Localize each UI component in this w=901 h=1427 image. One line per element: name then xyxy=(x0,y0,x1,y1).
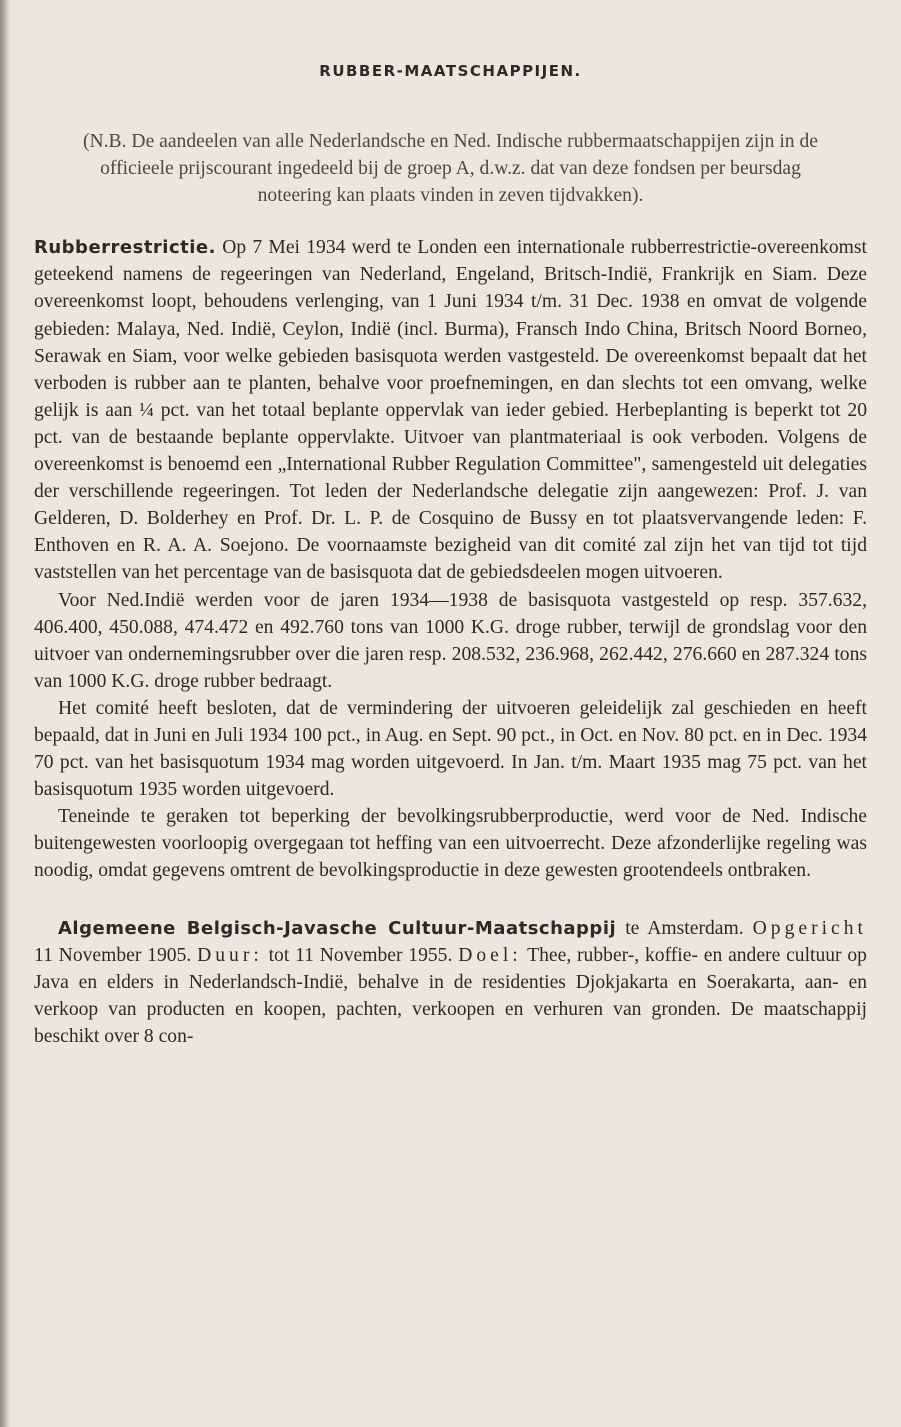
restriction-paragraph-3: Het comité heeft besloten, dat de vermindering der uitvoeren geleidelijk zal geschieden en heeft bepaald, dat in Juni en Juli 1934 100 pct., in Aug. en Sept. 90 pct., in Oct. en Nov. 80 pct. en in Dec. 1934 70 pct. van het basisquotum 1934 mag worden uitgevoerd. In Jan. t/m. Maart 1935 mag 75 pct. van het basisquotum 1935 worden uitgevoerd. xyxy=(34,697,867,801)
section-spacer xyxy=(34,885,867,915)
restriction-paragraph-1 xyxy=(34,234,867,586)
restriction-text-1: Op 7 Mei 1934 werd te Londen een internationale rubberrestrictie-overeenkomst geteekend namens de regeeringen van Nederland, Engeland, Britsch-Indië, Frankrijk en Siam. Deze overeenkomst loopt, behoudens verlenging, van 1 Juni 1934 t/m. 31 Dec. 1938 en omvat de volgende gebieden: Malaya, Ned. Indië, Ceylon, Indië (incl. Burma), Fransch Indo China, Britsch Noord Borneo, Serawak en Siam, voor welke gebieden basisquota werden vastgesteld. De overeenkomst bepaalt dat het verboden is rubber aan te planten, behalve voor proefnemingen, en dan slechts tot een omvang, welke gelijk is aan ¼ pct. van het totaal beplante oppervlak van ieder gebied. Herbeplanting is beperkt tot 20 pct. van de bestaande beplante oppervlakte. Uitvoer van plantmateriaal is ook verboden. Volgens de overeenkomst is benoemd een „International Rubber Regulation Committee", samengesteld uit delegaties der verschillende regeeringen. Tot leden der Nederlandsche delegatie zijn aangewezen: Prof. J. van Gelderen, D. Bolderhey en Prof. Dr. L. P. de Cosquino de Bussy en tot plaatsvervangende leden: F. Enthoven en R. A. A. Soejono. De voornaamste bezigheid van dit comité zal zijn het van tijd tot tijd vaststellen van het percentage van de basisquota dat de gebiedsdeelen mogen uitvoeren. xyxy=(34,237,867,584)
section-heading: RUBBER-MAATSCHAPPIJEN. xyxy=(319,62,582,80)
company-name: Algemeene Belgisch-Javasche Cultuur-Maatschappij xyxy=(58,917,617,939)
restriction-title: Rubberrestrictie. xyxy=(34,237,216,259)
company-entry xyxy=(34,915,867,1050)
founded-value: 11 November 1905. xyxy=(34,944,192,966)
duration-label: Duur: xyxy=(197,944,263,966)
page-binding-edge xyxy=(0,0,10,1427)
company-location: te Amsterdam. xyxy=(625,917,744,939)
purpose-value: Thee, rubber-, koffie- en andere cultuur op Java en elders in Nederlandsch-Indië, behalve in de residenties Djokjakarta en Soerakarta, aan- en verkoop van producten en koopen, pachten, verkoopen en verhuren van gronden. De maatschappij beschikt over 8 con- xyxy=(34,944,867,1047)
restriction-paragraph-4: Teneinde te geraken tot beperking der bevolkingsrubberproductie, werd voor de Ned. Indische buitengewesten voorloopig overgegaan tot heffing van een uitvoerrecht. Deze afzonderlijke regeling was noodig, omdat gegevens omtrent de bevolkingsproductie in deze gewesten grootendeels ontbraken. xyxy=(34,806,867,882)
page-content xyxy=(34,58,867,1050)
note-paragraph: (N.B. De aandeelen van alle Nederlandsche en Ned. Indische rubbermaatschappijen zijn in de officieele prijscourant ingedeeld bij de groep A, d.w.z. dat van deze fondsen per beursdag noteering kan plaats vinden in zeven tijdvakken). xyxy=(82,131,818,207)
restriction-paragraph-2: Voor Ned.Indië werden voor de jaren 1934—1938 de basisquota vastgesteld op resp. 357.632, 406.400, 450.088, 474.472 en 492.760 tons van 1000 K.G. droge rubber, terwijl de grondslag voor den uitvoer van ondernemingsrubber over die jaren resp. 208.532, 236.968, 262.442, 276.660 en 287.324 tons van 1000 K.G. droge rubber bedraagt. xyxy=(34,589,867,692)
purpose-label: Doel: xyxy=(458,944,522,966)
founded-label: Opgericht xyxy=(752,917,867,939)
duration-value: tot 11 November 1955. xyxy=(268,944,453,966)
